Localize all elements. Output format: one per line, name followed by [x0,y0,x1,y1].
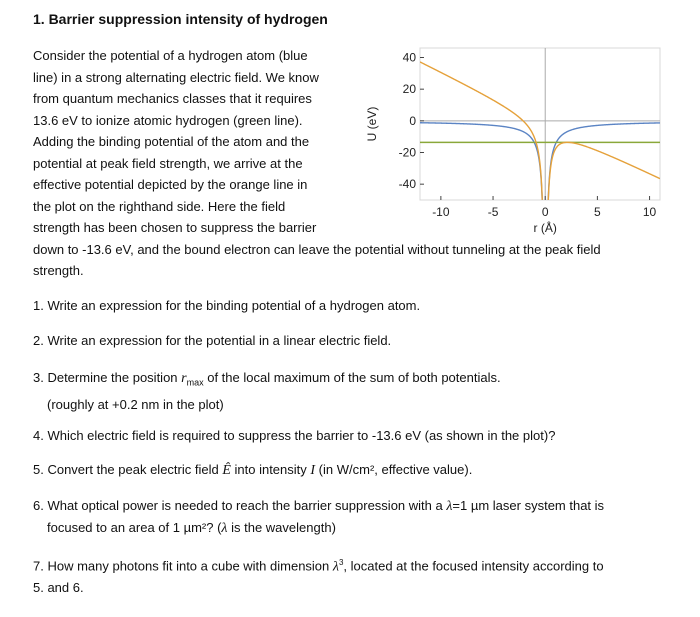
x-tick-label: 10 [642,205,657,219]
question-6: 6. What optical power is needed to reach the barrier suppression with a λ=1 µm laser system that is focused to an area of 1 µm²? (λ is the wavelength) [33,498,605,536]
x-tick-label: -5 [487,205,499,219]
y-tick-label: -40 [398,177,416,192]
question-2: 2. Write an expression for the potential in a linear electric field. [33,333,392,348]
intro-line: the plot on the righthand side. Here the field [33,199,286,214]
intro-line: Adding the binding potential of the atom and the [33,134,310,149]
x-axis-label: r (Å) [533,221,557,235]
intro-line: strength. [33,263,84,278]
y-axis-label: U (eV) [365,106,379,142]
y-tick-label: 40 [402,50,416,65]
x-tick-label: 0 [541,205,549,219]
intro-line: from quantum mechanics classes that it requires [33,91,312,106]
intro-line: line) in a strong alternating electric field. We know [33,70,319,85]
potential-plot [360,40,670,240]
question-1: 1. Write an expression for the binding potential of a hydrogen atom. [33,298,421,313]
intro-line: down to -13.6 eV, and the bound electron can leave the potential without tunneling at the peak field [33,242,601,257]
problem-title: 1. Barrier suppression intensity of hydrogen [33,11,328,27]
intro-line: potential at peak field strength, we arrive at the [33,156,303,171]
intro-line: Consider the potential of a hydrogen atom (blue [33,48,308,63]
series-line-effective-potential [420,62,660,232]
question-3: 3. Determine the position $r_{max}$ of the local maximum of the sum of both potentials. (roughly at +0.2 nm in the plot) [33,370,501,412]
y-tick-label: 20 [402,82,416,97]
y-tick-label: -20 [398,145,416,160]
intro-line: 13.6 eV to ionize atomic hydrogen (green line). [33,113,303,128]
question-7: 7. How many photons fit into a cube with dimension $\lambda^3$, located at the focused intensity according to 5. and 6. [33,558,604,596]
question-5: 5. Convert the peak electric field Ê into intensity I (in W/cm², effective value). [33,462,473,478]
series-line-hydrogen-binding-potential [420,123,660,232]
question-4: 4. Which electric field is required to suppress the barrier to -13.6 eV (as shown in the plot)? [33,428,556,443]
intro-line: strength has been chosen to suppress the barrier [33,220,317,235]
x-tick-label: -10 [432,205,450,219]
x-tick-label: 5 [594,205,601,219]
y-tick-label: 0 [409,113,416,128]
intro-line: effective potential depicted by the orange line in [33,177,308,192]
